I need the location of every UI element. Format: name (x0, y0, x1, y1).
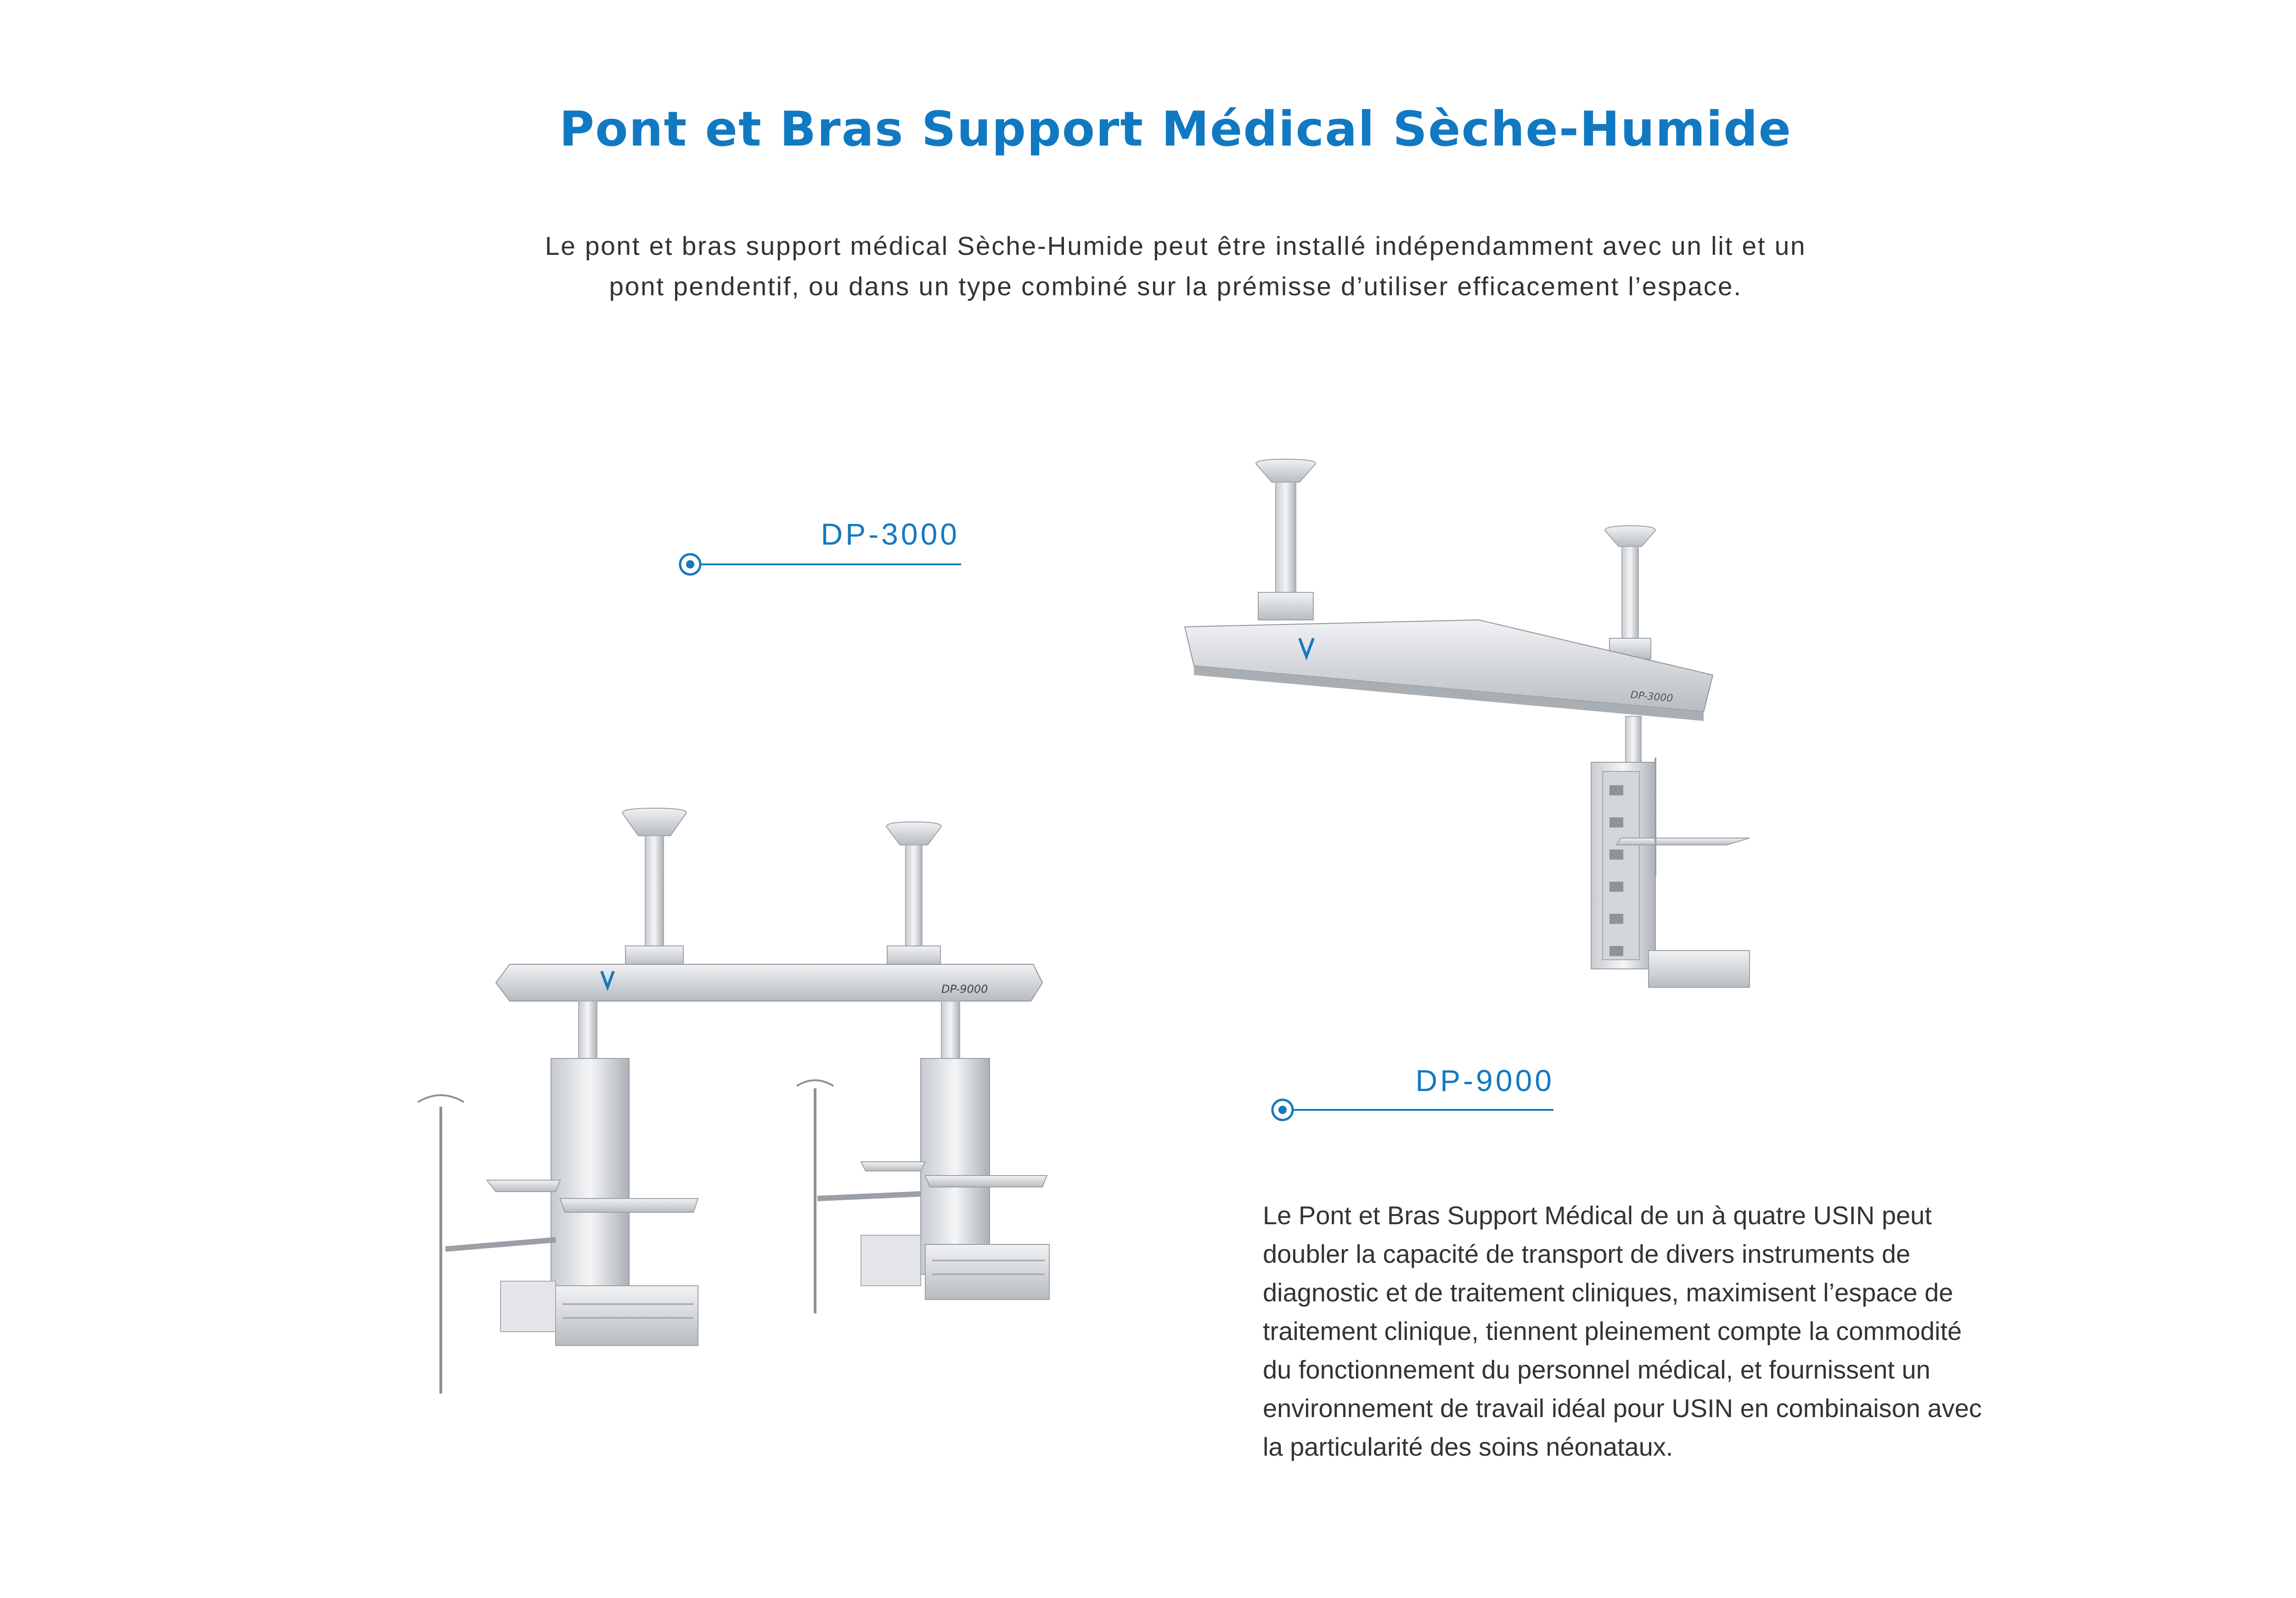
bridge-model-text: DP-3000 (1630, 689, 1674, 705)
intro-paragraph (441, 226, 1910, 307)
target-dot (1278, 1106, 1287, 1114)
intro-line: Le pont et bras support médical Sèche-Humide peut être installé indépendamment avec un lit et un (545, 231, 1806, 261)
description-line: Le Pont et Bras Support Médical de un à quatre USIN peut (1263, 1201, 1932, 1230)
callout-line-dp9000 (1271, 1098, 1565, 1121)
description-paragraph (1263, 1196, 2117, 1466)
equipment-image-dp9000 (294, 794, 1102, 1492)
description-line: doubler la capacité de transport de divers instruments de (1263, 1239, 1911, 1268)
model-label-dp3000: DP-3000 (821, 517, 960, 551)
intro-line: pont pendentif, ou dans un type combiné sur la prémisse d’utiliser efficacement l’espace. (609, 272, 1742, 301)
description-line: traitement clinique, tiennent pleinement compte la commodité (1263, 1317, 1962, 1345)
page-title: Pont et Bras Support Médical Sèche-Humide (559, 101, 1792, 157)
description-line: environnement de travail idéal pour USIN en combinaison avec (1263, 1394, 1982, 1423)
description-line: diagnostic et de traitement cliniques, maximisent l’espace de (1263, 1278, 1953, 1307)
description-line: du fonctionnement du personnel médical, et fournissent un (1263, 1355, 1930, 1384)
target-dot (686, 560, 694, 568)
bridge-model-text: DP-9000 (941, 983, 988, 996)
model-label-dp9000: DP-9000 (1415, 1063, 1554, 1097)
equipment-image-dp3000 (1176, 450, 1763, 1001)
callout-line-dp3000 (679, 553, 973, 576)
description-line: la particularité des soins néonataux. (1263, 1432, 1673, 1461)
